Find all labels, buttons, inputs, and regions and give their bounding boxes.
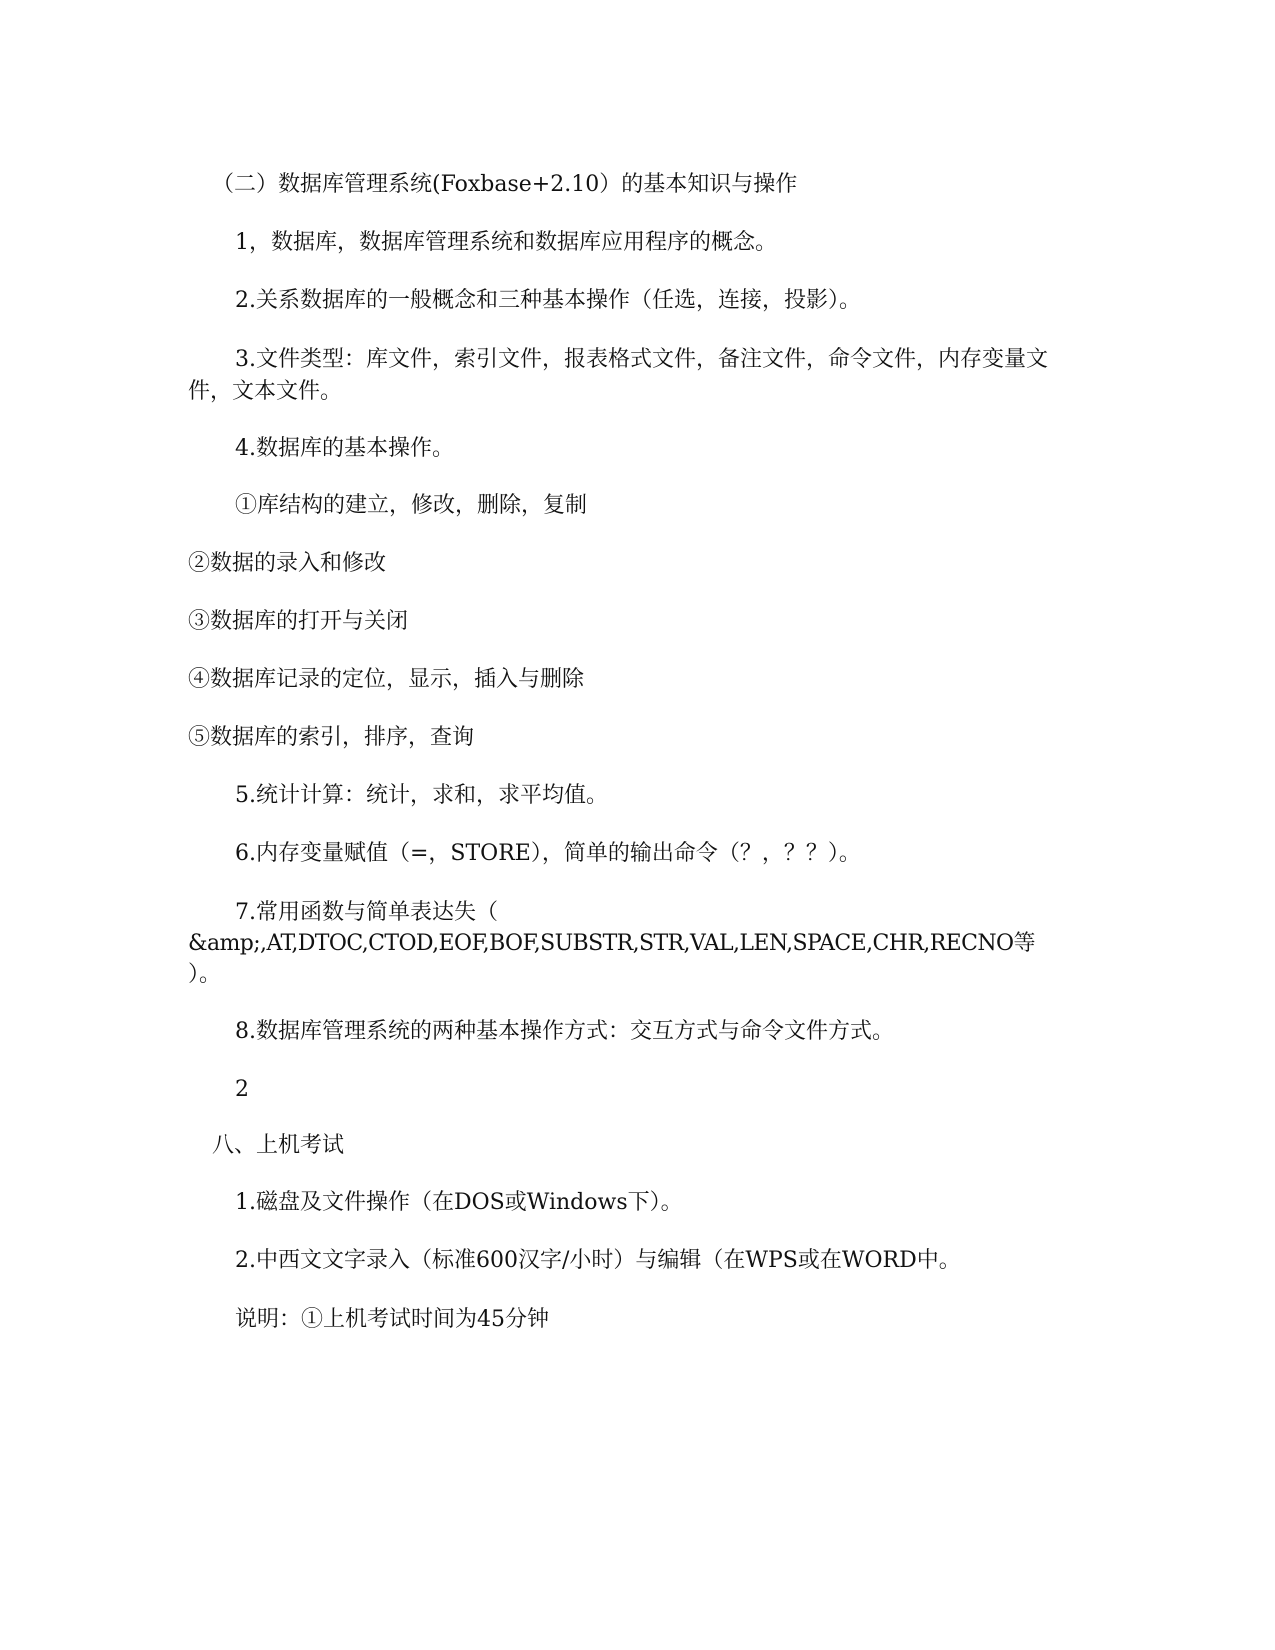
list-item: 8.数据库管理系统的两种基本操作方式：交互方式与命令文件方式。: [235, 1019, 894, 1044]
list-item: 5.统计计算：统计，求和，求平均值。: [235, 783, 608, 808]
sub-item: ①库结构的建立，修改，删除，复制: [235, 493, 588, 518]
sub-item: ⑤数据库的索引，排序，查询: [188, 725, 475, 750]
list-item: 3.文件类型：库文件，索引文件，报表格式文件，备注文件，命令文件，内存变量文件，文本文件。: [188, 347, 1048, 404]
list-item: 2.关系数据库的一般概念和三种基本操作（任选，连接，投影）。: [235, 288, 861, 313]
list-item: 4.数据库的基本操作。: [235, 436, 454, 461]
note-text: 说明：①上机考试时间为45分钟: [235, 1307, 549, 1332]
page-number: 2: [235, 1077, 249, 1102]
section-title: （二）数据库管理系统(Foxbase+2.10）的基本知识与操作: [212, 172, 798, 197]
list-item: 7.常用函数与简单表达失（: [235, 900, 498, 925]
section-title: 八、上机考试: [212, 1133, 345, 1158]
list-item-continuation: &amp;,AT,DTOC,CTOD,EOF,BOF,SUBSTR,STR,VAL,LEN,SPACE,CHR,RECNO等: [188, 931, 1035, 956]
sub-item: ④数据库记录的定位，显示，插入与删除: [188, 667, 585, 692]
list-item: 1.磁盘及文件操作（在DOS或Windows下）。: [235, 1190, 683, 1215]
list-item: 1，数据库，数据库管理系统和数据库应用程序的概念。: [235, 230, 777, 255]
list-item: 6.内存变量赋值（=，STORE），简单的输出命令（？，？？）。: [235, 841, 861, 866]
sub-item: ②数据的录入和修改: [188, 551, 387, 576]
sub-item: ③数据库的打开与关闭: [188, 609, 409, 634]
list-item-continuation: ）。: [188, 962, 222, 987]
list-item: 2.中西文文字录入（标准600汉字/小时）与编辑（在WPS或在WORD中。: [235, 1248, 961, 1273]
